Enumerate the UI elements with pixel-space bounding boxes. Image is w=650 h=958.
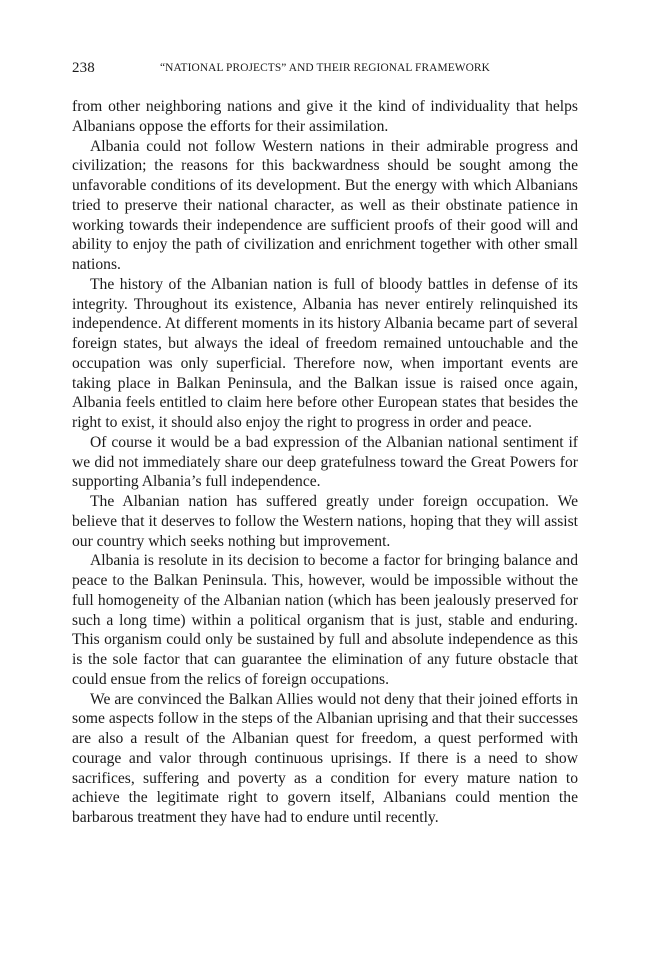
- paragraph: The history of the Albanian nation is full of bloody battles in defense of its integrity. Throughout its existence, Albania has never entirely relinquished its independence. At different moments in its history Albania became part of several foreign states, but always the ideal of freedom remained untouchable and the occupation was only superficial. Therefore now, when important events are taking place in Balkan Peninsula, and the Balkan issue is raised once again, Albania feels entitled to claim here before other European states that besides the right to exist, it should also enjoy the right to progress in order and peace.: [72, 275, 578, 431]
- running-title: “NATIONAL PROJECTS” AND THEIR REGIONAL FRAMEWORK: [160, 62, 490, 74]
- book-page: [72, 60, 578, 828]
- paragraph: Of course it would be a bad expression of the Albanian national sentiment if we did not immediately share our deep gratefulness toward the Great Powers for supporting Albania’s full independence.: [72, 433, 578, 491]
- paragraph: Albania could not follow Western nations in their admirable progress and civilization; the reasons for this backwardness should be sought among the unfavorable conditions of its development. But the energy with which Albanians tried to preserve their national character, as well as their obstinate patience in working towards their independence are sufficient proofs of their good will and ability to enjoy the path of civilization and enrichment together with other small nations.: [72, 137, 578, 273]
- paragraph-continued: from other neighboring nations and give it the kind of individuality that helps Albanians oppose the efforts for their assimilation.: [72, 98, 578, 135]
- paragraph: The Albanian nation has suffered greatly under foreign occupation. We believe that it deserves to follow the Western nations, hoping that they will assist our country which seeks nothing but improvement.: [72, 493, 578, 550]
- running-head: [72, 60, 578, 82]
- paragraph: Albania is resolute in its decision to become a factor for bringing balance and peace to the Balkan Peninsula. This, however, would be impossible without the full homogeneity of the Albanian nation (which has been jealously preserved for such a long time) within a political organism that is just, stable and enduring. This organism could only be sustained by full and absolute independence as this is the sole factor that can guarantee the elimination of any future obstacle that could ensue from the relics of foreign occupations.: [72, 552, 578, 688]
- body-text: [72, 97, 578, 828]
- page-number: 238: [72, 60, 95, 76]
- paragraph: We are convinced the Balkan Allies would not deny that their joined efforts in some aspects follow in the steps of the Albanian uprising and that their successes are also a result of the Albanian quest for freedom, a quest performed with courage and valor through continuous uprisings. If there is a need to show sacrifices, suffering and poverty as a condition for every mature nation to achieve the legitimate right to govern itself, Albanians could mention the barbarous treatment they have had to endure until recently.: [72, 690, 578, 826]
